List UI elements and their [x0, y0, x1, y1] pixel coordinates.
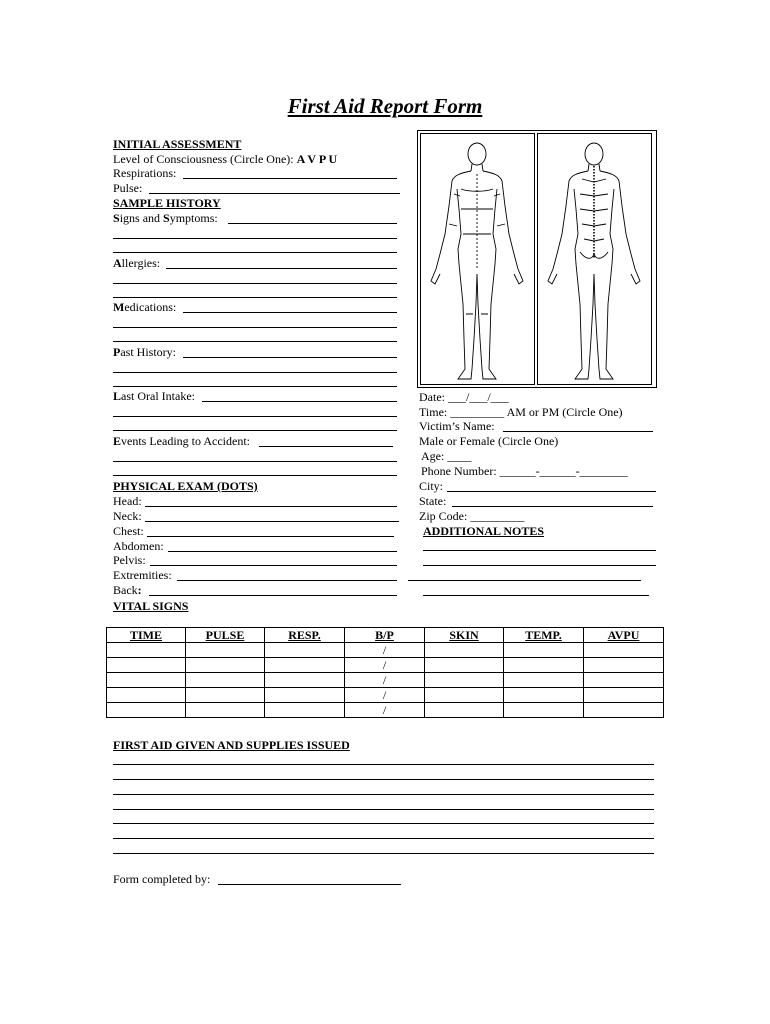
table-row — [107, 673, 664, 688]
table-cell[interactable] — [504, 688, 584, 703]
past-history-label: Past History: — [113, 345, 177, 359]
table-cell-bp[interactable]: / — [345, 673, 425, 688]
table-cell[interactable] — [186, 643, 265, 658]
table-cell-bp[interactable]: / — [345, 688, 425, 703]
column-header-time: TIME — [107, 628, 186, 643]
table-row — [107, 643, 664, 658]
page-title: First Aid Report Form — [287, 94, 483, 118]
table-cell[interactable] — [425, 703, 504, 718]
events-field[interactable] — [259, 446, 393, 447]
table-cell[interactable] — [584, 688, 664, 703]
medications-line-3[interactable] — [113, 341, 397, 342]
abdomen-field[interactable] — [168, 551, 397, 552]
age-field[interactable]: Age: ____ — [421, 449, 472, 463]
medications-line-2[interactable] — [113, 327, 397, 328]
table-row — [107, 658, 664, 673]
chest-label: Chest: — [113, 524, 144, 538]
column-header-bp: B/P — [345, 628, 425, 643]
extremities-field[interactable] — [177, 580, 397, 581]
past-history-line-3[interactable] — [113, 386, 397, 387]
anterior-view-panel — [420, 133, 535, 385]
neck-field[interactable] — [145, 521, 399, 522]
respirations-field[interactable] — [183, 178, 397, 179]
column-header-avpu: AVPU — [584, 628, 664, 643]
allergies-label: Allergies: — [113, 256, 161, 270]
table-cell[interactable] — [584, 703, 664, 718]
initial-assessment-heading: INITIAL ASSESSMENT — [113, 137, 242, 151]
events-line-2[interactable] — [113, 461, 397, 462]
events-line-3[interactable] — [113, 475, 397, 476]
table-cell[interactable] — [107, 703, 186, 718]
table-cell[interactable] — [186, 688, 265, 703]
form-completed-by-field[interactable] — [218, 884, 401, 885]
pelvis-field[interactable] — [150, 565, 397, 566]
table-cell[interactable] — [584, 673, 664, 688]
abdomen-label: Abdomen: — [113, 539, 164, 553]
signs-symptoms-field[interactable] — [228, 223, 397, 224]
notes-line-1[interactable] — [423, 550, 656, 551]
table-cell[interactable] — [425, 643, 504, 658]
last-oral-intake-line-2[interactable] — [113, 416, 397, 417]
state-field[interactable] — [452, 506, 653, 507]
allergies-line-2[interactable] — [113, 283, 397, 284]
notes-line-4[interactable] — [423, 595, 649, 596]
last-oral-intake-label: Last Oral Intake: — [113, 389, 195, 403]
table-cell[interactable] — [425, 658, 504, 673]
table-cell-bp[interactable]: / — [345, 658, 425, 673]
first-aid-line-3[interactable] — [113, 794, 654, 795]
pelvis-label: Pelvis: — [113, 553, 146, 567]
first-aid-line-4[interactable] — [113, 809, 654, 810]
table-cell-bp[interactable]: / — [345, 703, 425, 718]
table-cell[interactable] — [504, 673, 584, 688]
state-label: State: — [419, 494, 447, 508]
first-aid-heading: FIRST AID GIVEN AND SUPPLIES ISSUED — [113, 738, 350, 752]
table-cell[interactable] — [265, 658, 345, 673]
posterior-body-figure[interactable] — [538, 134, 651, 384]
table-row — [107, 703, 664, 718]
last-oral-intake-line-3[interactable] — [113, 430, 397, 431]
vital-signs-heading: VITAL SIGNS — [113, 599, 189, 613]
head-field[interactable] — [145, 506, 397, 507]
loc-row — [113, 152, 337, 166]
head-label: Head: — [113, 494, 142, 508]
events-label: Events Leading to Accident: — [113, 434, 250, 448]
posterior-view-panel — [537, 133, 652, 385]
back-field[interactable] — [149, 595, 397, 596]
table-cell-bp[interactable]: / — [345, 643, 425, 658]
extremities-label: Extremities: — [113, 568, 172, 582]
table-cell[interactable] — [425, 673, 504, 688]
zip-field[interactable]: Zip Code: _________ — [419, 509, 525, 523]
table-cell[interactable] — [425, 688, 504, 703]
victim-name-field[interactable] — [503, 431, 653, 432]
physical-exam-heading: PHYSICAL EXAM (DOTS) — [113, 479, 258, 493]
first-aid-line-1[interactable] — [113, 764, 654, 765]
signs-symptoms-label: Signs and Symptoms: — [113, 211, 218, 225]
table-cell[interactable] — [107, 673, 186, 688]
sample-history-heading: SAMPLE HISTORY — [113, 196, 221, 210]
city-label: City: — [419, 479, 444, 493]
loc-options[interactable]: A V P U — [296, 152, 338, 166]
phone-field[interactable]: Phone Number: ______-______-________ — [421, 464, 628, 478]
table-cell[interactable] — [107, 688, 186, 703]
signs-symptoms-line-3[interactable] — [113, 252, 397, 253]
first-aid-line-2[interactable] — [113, 779, 654, 780]
table-cell[interactable] — [107, 643, 186, 658]
table-header-row — [107, 628, 664, 643]
column-header-pulse: PULSE — [186, 628, 265, 643]
table-cell[interactable] — [265, 703, 345, 718]
notes-line-2[interactable] — [423, 565, 656, 566]
table-cell[interactable] — [504, 643, 584, 658]
body-diagram — [417, 130, 657, 388]
allergies-line-3[interactable] — [113, 297, 397, 298]
column-header-temp: TEMP. — [504, 628, 584, 643]
table-cell[interactable] — [107, 658, 186, 673]
allergies-field[interactable] — [166, 268, 397, 269]
table-row — [107, 688, 664, 703]
first-aid-line-5[interactable] — [113, 823, 654, 824]
table-cell[interactable] — [186, 658, 265, 673]
past-history-line-2[interactable] — [113, 372, 397, 373]
notes-line-3[interactable] — [408, 580, 641, 581]
city-field[interactable] — [447, 491, 656, 492]
chest-field[interactable] — [147, 536, 394, 537]
anterior-body-figure[interactable] — [421, 134, 534, 384]
first-aid-line-6[interactable] — [113, 838, 654, 839]
table-cell[interactable] — [584, 658, 664, 673]
date-field[interactable]: Date: ___/___/___ — [419, 390, 509, 404]
time-field[interactable]: Time: _________ AM or PM (Circle One) — [419, 405, 623, 419]
respirations-label: Respirations: — [113, 166, 177, 180]
loc-label: Level of Consciousness (Circle One): — [113, 152, 297, 166]
table-cell[interactable] — [504, 703, 584, 718]
signs-symptoms-line-2[interactable] — [113, 238, 397, 239]
table-cell[interactable] — [186, 673, 265, 688]
pulse-field[interactable] — [149, 193, 400, 194]
table-cell[interactable] — [504, 658, 584, 673]
table-cell[interactable] — [186, 703, 265, 718]
medications-field[interactable] — [183, 312, 397, 313]
victim-name-label: Victim’s Name: — [419, 419, 495, 433]
table-cell[interactable] — [584, 643, 664, 658]
form-completed-by-label: Form completed by: — [113, 872, 211, 886]
column-header-resp: RESP. — [265, 628, 345, 643]
pulse-label: Pulse: — [113, 181, 143, 195]
sex-field[interactable]: Male or Female (Circle One) — [419, 434, 559, 448]
table-cell[interactable] — [265, 643, 345, 658]
first-aid-line-7[interactable] — [113, 853, 654, 854]
back-label: Back: — [113, 583, 142, 597]
last-oral-intake-field[interactable] — [202, 401, 397, 402]
column-header-skin: SKIN — [425, 628, 504, 643]
neck-label: Neck: — [113, 509, 142, 523]
table-cell[interactable] — [265, 673, 345, 688]
medications-label: Medications: — [113, 300, 177, 314]
additional-notes-heading: ADDITIONAL NOTES — [423, 524, 545, 538]
vital-signs-table — [106, 627, 664, 718]
past-history-field[interactable] — [183, 357, 397, 358]
table-cell[interactable] — [265, 688, 345, 703]
